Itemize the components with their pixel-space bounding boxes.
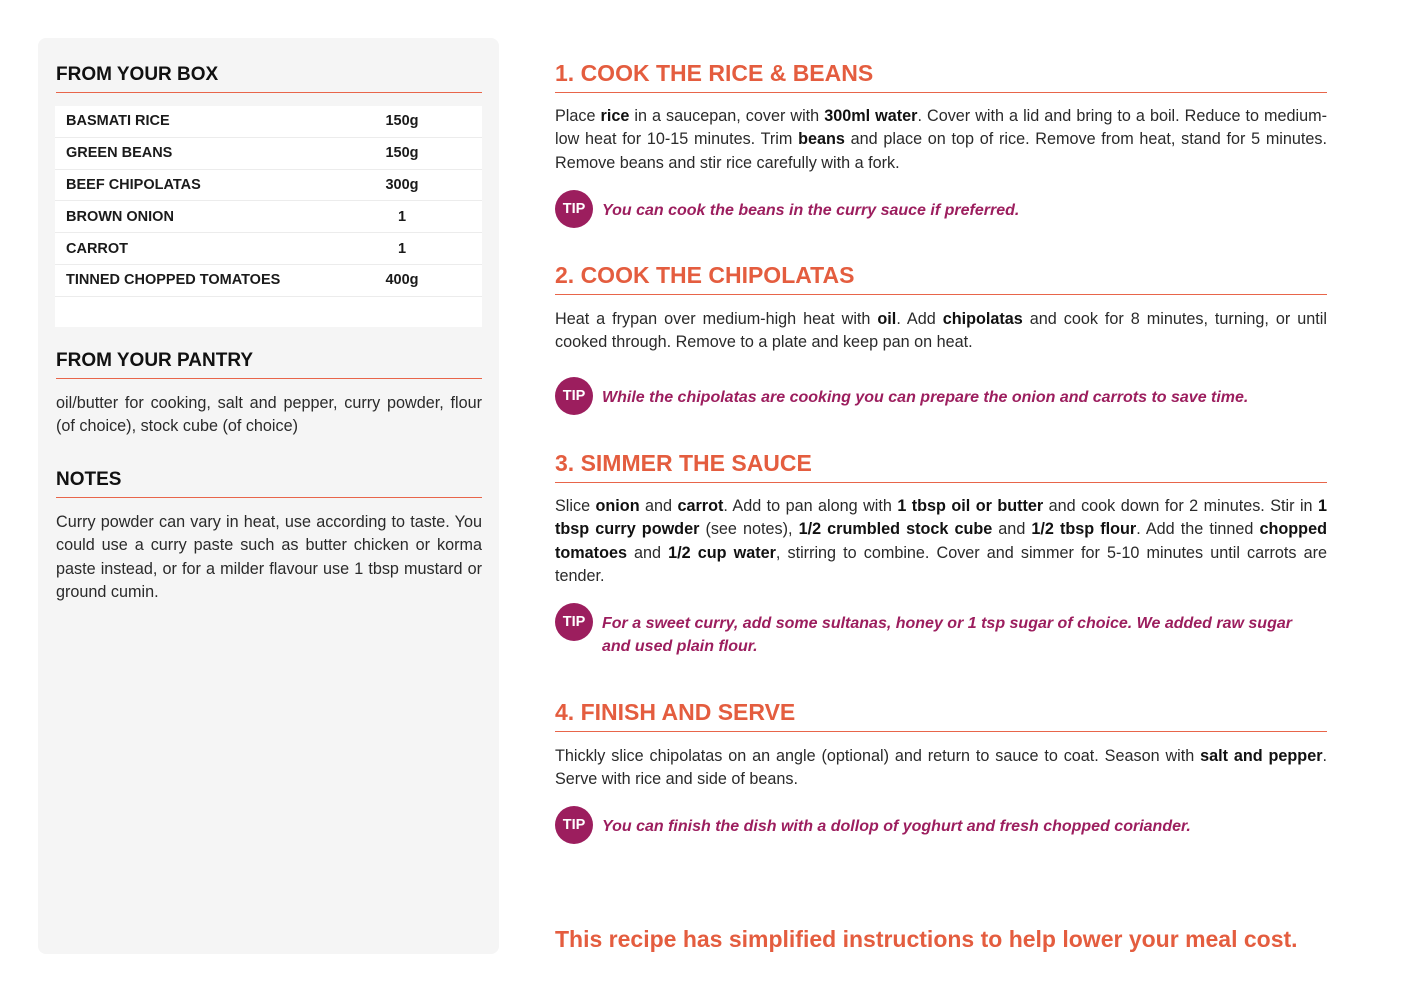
ingredient-name: BEEF CHIPOLATAS bbox=[66, 176, 201, 193]
step-1-title: 1. COOK THE RICE & BEANS bbox=[555, 60, 1327, 93]
emphasis-text: salt and pepper bbox=[1200, 747, 1323, 765]
step-2-title: 2. COOK THE CHIPOLATAS bbox=[555, 262, 1327, 295]
ingredient-row bbox=[55, 201, 482, 233]
simplified-instructions-note: This recipe has simplified instructions to help lower your meal cost. bbox=[555, 926, 1298, 952]
emphasis-text: 1/2 crumbled stock cube bbox=[798, 520, 993, 539]
step-3-tip bbox=[555, 603, 1327, 659]
from-your-pantry-heading: FROM YOUR PANTRY bbox=[56, 350, 482, 379]
ingredient-row bbox=[55, 233, 482, 265]
step-3-title: 3. SIMMER THE SAUCE bbox=[555, 450, 1327, 483]
body-text: and bbox=[639, 497, 678, 515]
notes-heading: NOTES bbox=[56, 469, 482, 498]
ingredient-qty: 400g bbox=[385, 272, 419, 289]
ingredient-qty: 150g bbox=[385, 145, 419, 162]
body-text: and cook down for 2 minutes. Stir in bbox=[1043, 497, 1318, 515]
step-4-title: 4. FINISH AND SERVE bbox=[555, 699, 1327, 732]
tip-text: You can finish the dish with a dollop of yoghurt and fresh chopped coriander. bbox=[602, 818, 1191, 835]
emphasis-text: 1 tbsp oil or butter bbox=[897, 497, 1044, 515]
step-1-body bbox=[555, 105, 1327, 175]
emphasis-text: 1/2 tbsp flour bbox=[1031, 520, 1137, 539]
tip-badge: TIP bbox=[555, 190, 593, 228]
body-text: Place bbox=[555, 107, 601, 125]
ingredient-qty: 150g bbox=[385, 113, 419, 130]
body-text: Slice bbox=[555, 497, 596, 515]
emphasis-text: chipolatas bbox=[942, 310, 1023, 328]
tip-text: While the chipolatas are cooking you can prepare the onion and carrots to save time. bbox=[602, 389, 1249, 406]
tip-text: You can cook the beans in the curry sauce if preferred. bbox=[602, 202, 1020, 219]
emphasis-text: 300ml water bbox=[824, 107, 918, 125]
ingredients-table bbox=[55, 106, 482, 327]
body-text: and bbox=[626, 543, 669, 562]
ingredient-name: BROWN ONION bbox=[66, 208, 174, 225]
body-text: , stirring to combine. Cover and simmer for 5-10 minutes until carrots are tender. bbox=[555, 543, 1327, 586]
ingredient-row bbox=[55, 170, 482, 202]
body-text: . Serve with rice and side of beans. bbox=[555, 747, 1327, 789]
ingredient-qty: 300g bbox=[385, 176, 419, 193]
body-text: Thickly slice chipolatas on an angle (optional) and return to sauce to coat. Season with bbox=[555, 747, 1201, 765]
body-text: and cook for 8 minutes, turning, or until cooked through. Remove to a plate and keep pan on heat. bbox=[555, 310, 1327, 352]
body-text: . Add the tinned bbox=[1136, 520, 1260, 539]
emphasis-text: 1 tbsp curry powder bbox=[555, 497, 1327, 539]
tip-badge: TIP bbox=[555, 603, 593, 641]
emphasis-text: onion bbox=[595, 497, 640, 515]
ingredient-name: GREEN BEANS bbox=[66, 145, 173, 162]
ingredients-panel bbox=[38, 38, 499, 954]
emphasis-text: rice bbox=[600, 107, 630, 125]
step-2-body bbox=[555, 308, 1327, 355]
body-text: (see notes), bbox=[699, 520, 799, 539]
ingredient-row bbox=[55, 106, 482, 138]
step-2-tip bbox=[555, 377, 1327, 415]
ingredient-name: BASMATI RICE bbox=[66, 113, 170, 130]
step-4-tip bbox=[555, 806, 1327, 844]
tip-badge: TIP bbox=[555, 377, 593, 415]
body-text: . Add to pan along with bbox=[723, 497, 898, 515]
body-text: Heat a frypan over medium-high heat with bbox=[555, 310, 878, 328]
tip-badge: TIP bbox=[555, 806, 593, 844]
pantry-text: oil/butter for cooking, salt and pepper, curry powder, flour (of choice), stock cube (of choice) bbox=[56, 394, 482, 436]
ingredient-name: TINNED CHOPPED TOMATOES bbox=[66, 272, 281, 289]
step-1-tip bbox=[555, 190, 1327, 228]
ingredient-qty: 1 bbox=[397, 208, 407, 225]
from-your-box-heading: FROM YOUR BOX bbox=[56, 64, 482, 93]
emphasis-text: oil bbox=[877, 310, 897, 328]
emphasis-text: beans bbox=[798, 130, 845, 149]
body-text: and bbox=[992, 520, 1032, 539]
ingredient-row bbox=[55, 138, 482, 170]
notes-text: Curry powder can vary in heat, use according to taste. You could use a curry paste such as butter chicken or korma paste instead, or for a milder flavour use 1 tbsp mustard or ground cumin. bbox=[56, 513, 482, 602]
emphasis-text: carrot bbox=[677, 497, 724, 515]
ingredient-name: CARROT bbox=[66, 240, 129, 257]
emphasis-text: 1/2 cup water bbox=[668, 543, 776, 562]
step-3-body bbox=[555, 495, 1327, 589]
step-4-body bbox=[555, 745, 1327, 792]
emphasis-text: chopped tomatoes bbox=[555, 520, 1327, 562]
body-text: . Cover with a lid and bring to a boil. Reduce to medium-low heat for 10-15 minutes. Trim bbox=[555, 107, 1328, 149]
body-text: in a saucepan, cover with bbox=[629, 107, 825, 125]
body-text: and place on top of rice. Remove from heat, stand for 5 minutes. Remove beans and stir rice carefully with a fork. bbox=[555, 130, 1327, 172]
body-text: . Add bbox=[896, 310, 943, 328]
ingredient-row bbox=[55, 265, 482, 297]
tip-text: For a sweet curry, add some sultanas, honey or 1 tsp sugar of choice. We added raw sugar and used plain flour. bbox=[602, 615, 1292, 656]
ingredient-qty: 1 bbox=[397, 240, 407, 257]
